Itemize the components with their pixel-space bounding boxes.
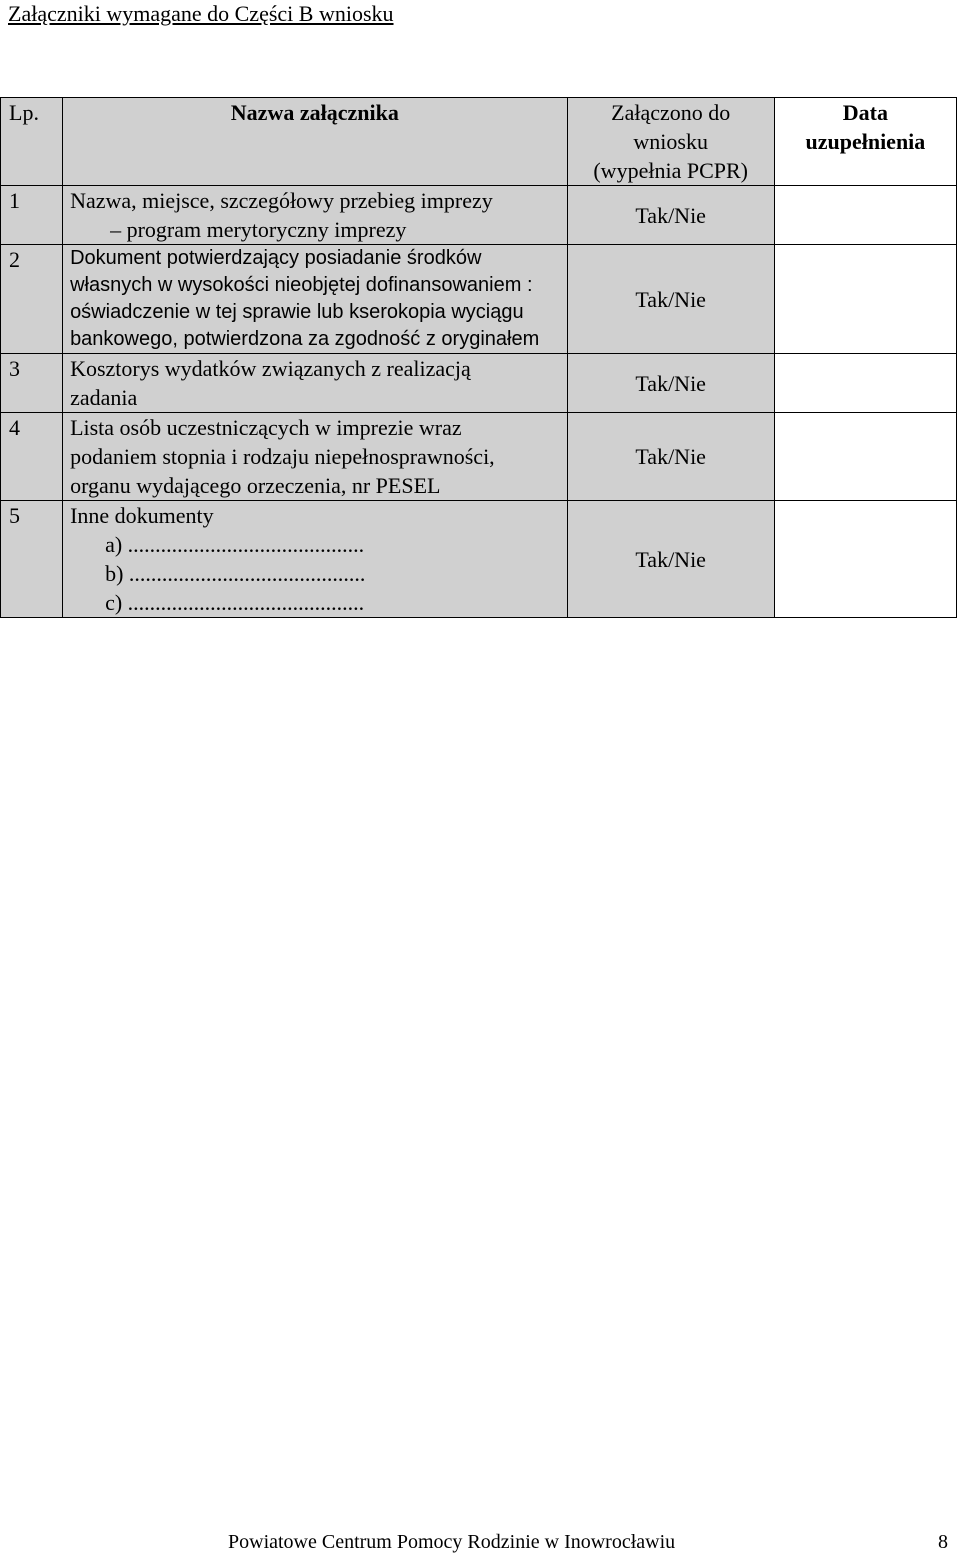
row-name <box>63 501 568 618</box>
table-row <box>1 413 957 501</box>
header-attached-line: Załączono do <box>611 100 731 125</box>
sub-item: a) ........................................... <box>105 532 365 557</box>
row-name-line: podaniem stopnia i rodzaju niepełnosprawności, <box>70 444 495 469</box>
row-name <box>63 413 568 501</box>
row-name-line: własnych w wysokości nieobjętej dofinansowaniem : <box>70 274 533 296</box>
table-row <box>1 186 957 245</box>
row-attached[interactable]: Tak/Nie <box>567 354 774 413</box>
row-number: 3 <box>1 354 63 413</box>
row-date[interactable] <box>774 186 956 245</box>
header-attached-line: wniosku <box>633 129 708 154</box>
row-attached[interactable]: Tak/Nie <box>567 413 774 501</box>
header-attached-line: (wypełnia PCPR) <box>593 158 748 183</box>
table-header-row <box>1 98 957 186</box>
row-attached[interactable]: Tak/Nie <box>567 501 774 618</box>
attachments-table <box>0 97 957 618</box>
row-number: 5 <box>1 501 63 618</box>
row-attached[interactable]: Tak/Nie <box>567 186 774 245</box>
row-name-line: Dokument potwierdzający posiadanie środków <box>70 247 482 269</box>
header-attached <box>567 98 774 186</box>
row-name-line: – program merytoryczny imprezy <box>110 217 407 242</box>
sub-item: c) ........................................... <box>105 590 365 615</box>
row-name-line: bankowego, potwierdzona za zgodność z oryginałem <box>70 328 540 350</box>
row-date[interactable] <box>774 245 956 354</box>
row-date[interactable] <box>774 413 956 501</box>
row-number: 2 <box>1 245 63 354</box>
row-name-line: Kosztorys wydatków związanych z realizacją <box>70 356 471 381</box>
row-name-line: oświadczenie w tej sprawie lub kserokopia wyciągu <box>70 301 524 323</box>
table-row <box>1 354 957 413</box>
table-row <box>1 501 957 618</box>
row-name-line: Lista osób uczestniczących w imprezie wraz <box>70 415 462 440</box>
header-date-line: Data <box>842 100 888 125</box>
page-number: 8 <box>938 1531 948 1553</box>
row-date[interactable] <box>774 501 956 618</box>
footer-text: Powiatowe Centrum Pomocy Rodzinie w Inowrocławiu <box>228 1531 676 1553</box>
row-attached[interactable]: Tak/Nie <box>567 245 774 354</box>
row-number: 1 <box>1 186 63 245</box>
header-lp: Lp. <box>1 98 63 186</box>
row-name <box>63 245 568 354</box>
sub-item: b) ........................................... <box>105 561 366 586</box>
row-name-line: Nazwa, miejsce, szczegółowy przebieg imprezy <box>70 188 493 213</box>
row-name-line: Inne dokumenty <box>70 503 214 528</box>
row-number: 4 <box>1 413 63 501</box>
row-name <box>63 354 568 413</box>
document-title: Załączniki wymagane do Części B wniosku <box>8 1 394 26</box>
table-row <box>1 245 957 354</box>
row-date[interactable] <box>774 354 956 413</box>
row-name-line: zadania <box>70 385 138 410</box>
header-date <box>774 98 956 186</box>
header-name: Nazwa załącznika <box>63 98 568 186</box>
header-date-line: uzupełnienia <box>805 129 926 154</box>
row-name <box>63 186 568 245</box>
row-name-line: organu wydającego orzeczenia, nr PESEL <box>70 473 441 498</box>
